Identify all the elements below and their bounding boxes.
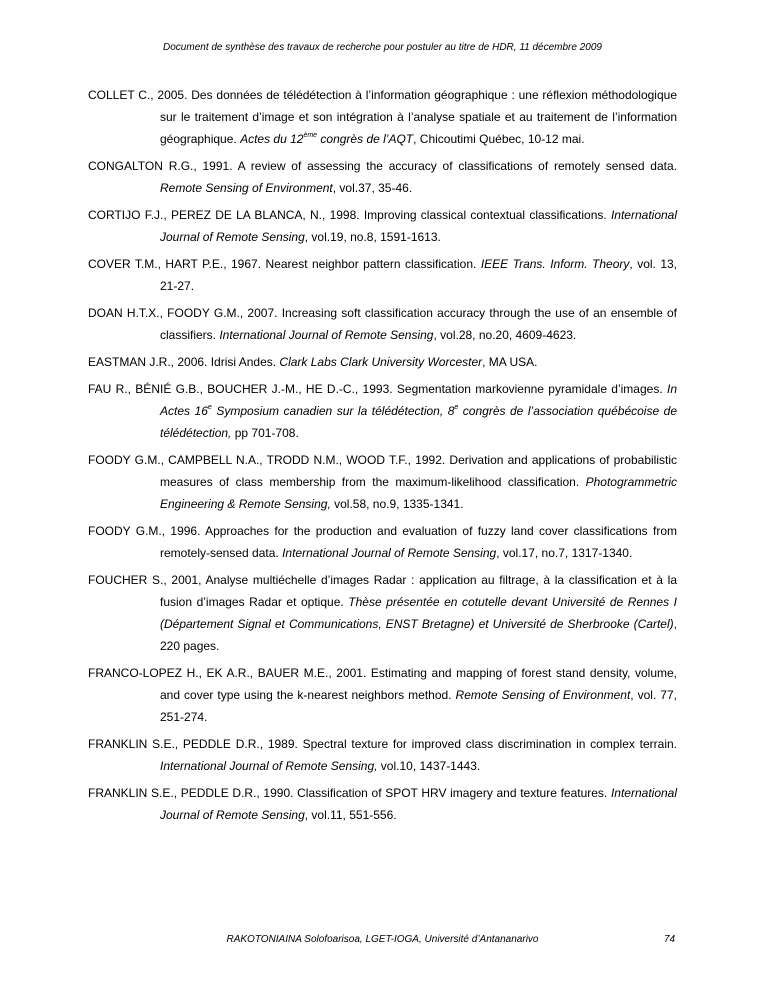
reference-entry	[88, 662, 677, 728]
reference-details: , vol.19, no.8, 1591-1613.	[304, 230, 441, 244]
reference-authors-title: COLLET C., 2005. Des données de télédétection à l’information géographique : une réflexion méthodologique sur le traitement d’image et son intégration à l’analyse spatiale et au traitement de l’information géographique.	[88, 88, 677, 146]
reference-source: congrès de l’association québécoise de télédétection,	[160, 404, 678, 440]
reference-source: International Journal of Remote Sensing,	[160, 759, 378, 773]
reference-details: , vol.11, 551-556.	[304, 808, 397, 822]
reference-details: , vol.28, no.20, 4609-4623.	[433, 328, 577, 342]
reference-source: In Actes 16	[160, 382, 677, 418]
reference-authors-title: DOAN H.T.X., FOODY G.M., 2007. Increasing soft classification accuracy through the use of an ensemble of classifiers.	[88, 306, 677, 342]
reference-authors-title: COVER T.M., HART P.E., 1967. Nearest neighbor pattern classification.	[88, 257, 481, 271]
reference-details: vol.10, 1437-1443.	[377, 759, 481, 773]
reference-authors-title: FRANCO-LOPEZ H., EK A.R., BAUER M.E., 2001. Estimating and mapping of forest stand density, volume, and cover type using the k-nearest neighbors method.	[88, 666, 677, 702]
superscript: ème	[303, 132, 318, 139]
reference-source: International Journal of Remote Sensing	[282, 546, 497, 560]
reference-details: vol.58, no.9, 1335-1341.	[330, 497, 464, 511]
reference-authors-title: EASTMAN J.R., 2006. Idrisi Andes.	[88, 355, 280, 369]
reference-entry	[88, 204, 677, 248]
reference-source: Thèse présentée en cotutelle devant Université de Rennes I (Département Signal et Communications, ENST Bretagne) et Université de Sherbrooke (Cartel)	[160, 595, 677, 631]
superscript: e	[454, 404, 459, 411]
reference-list	[88, 84, 677, 831]
reference-entry	[88, 302, 677, 346]
reference-authors-title: CORTIJO F.J., PEREZ DE LA BLANCA, N., 1998. Improving classical contextual classifications.	[88, 208, 611, 222]
reference-details: , MA USA.	[482, 355, 538, 369]
reference-entry	[88, 520, 677, 564]
reference-source: Remote Sensing of Environment	[455, 688, 631, 702]
reference-authors-title: FRANKLIN S.E., PEDDLE D.R., 1989. Spectral texture for improved class discrimination in complex terrain.	[88, 737, 677, 751]
reference-entry	[88, 351, 677, 373]
reference-entry	[88, 155, 677, 199]
reference-entry	[88, 449, 677, 515]
reference-details: , 220 pages.	[160, 617, 677, 653]
reference-entry	[88, 84, 677, 150]
reference-source: International Journal of Remote Sensing	[219, 328, 434, 342]
reference-details: , vol. 77, 251-274.	[160, 688, 677, 724]
reference-authors-title: FOUCHER S., 2001, Analyse multiéchelle d’images Radar : application au filtrage, à la classification et à la fusion d’images Radar et optique.	[88, 573, 677, 609]
reference-authors-title: FOODY G.M., CAMPBELL N.A., TRODD N.M., WOOD T.F., 1992. Derivation and applications of probabilistic measures of class membership from the maximum-likelihood classification.	[88, 453, 677, 489]
reference-entry	[88, 782, 677, 826]
reference-details: , vol. 13, 21-27.	[160, 257, 678, 293]
reference-authors-title: CONGALTON R.G., 1991. A review of assessing the accuracy of classifications of remotely sensed data.	[88, 159, 677, 173]
reference-details: , Chicoutimi Québec, 10-12 mai.	[413, 132, 585, 146]
superscript: e	[207, 404, 212, 411]
footer-author: RAKOTONIAINA Solofoarisoa, LGET-IOGA, Université d’Antananarivo	[226, 934, 539, 945]
page-number: 74	[664, 934, 676, 945]
running-header: Document de synthèse des travaux de recherche pour postuler au titre de HDR, 11 décembre 2009	[163, 42, 602, 53]
reference-source: Photogrammetric Engineering & Remote Sensing,	[160, 475, 677, 511]
reference-source: Remote Sensing of Environment	[160, 181, 333, 195]
reference-entry	[88, 733, 677, 777]
reference-source: congrès de l’AQT	[317, 132, 414, 146]
reference-source: IEEE Trans. Inform. Theory	[480, 257, 630, 271]
reference-source: International Journal of Remote Sensing	[160, 786, 677, 822]
reference-entry	[88, 253, 677, 297]
reference-details: , vol.37, 35-46.	[332, 181, 413, 195]
reference-details: , vol.17, no.7, 1317-1340.	[496, 546, 633, 560]
reference-authors-title: FAU R., BÉNIÉ G.B., BOUCHER J.-M., HE D.-C., 1993. Segmentation markovienne pyramidale d’images.	[88, 382, 667, 396]
reference-source: Symposium canadien sur la télédétection, 8	[211, 404, 455, 418]
reference-source: Actes du 12	[240, 132, 304, 146]
reference-source: International Journal of Remote Sensing	[160, 208, 677, 244]
reference-source: Clark Labs Clark University Worcester	[279, 355, 483, 369]
reference-authors-title: FRANKLIN S.E., PEDDLE D.R., 1990. Classification of SPOT HRV imagery and texture features.	[88, 786, 611, 800]
reference-entry	[88, 378, 677, 444]
reference-entry	[88, 569, 677, 657]
reference-details: pp 701-708.	[231, 426, 299, 440]
reference-authors-title: FOODY G.M., 1996. Approaches for the production and evaluation of fuzzy land cover classifications from remotely-sensed data.	[88, 524, 677, 560]
